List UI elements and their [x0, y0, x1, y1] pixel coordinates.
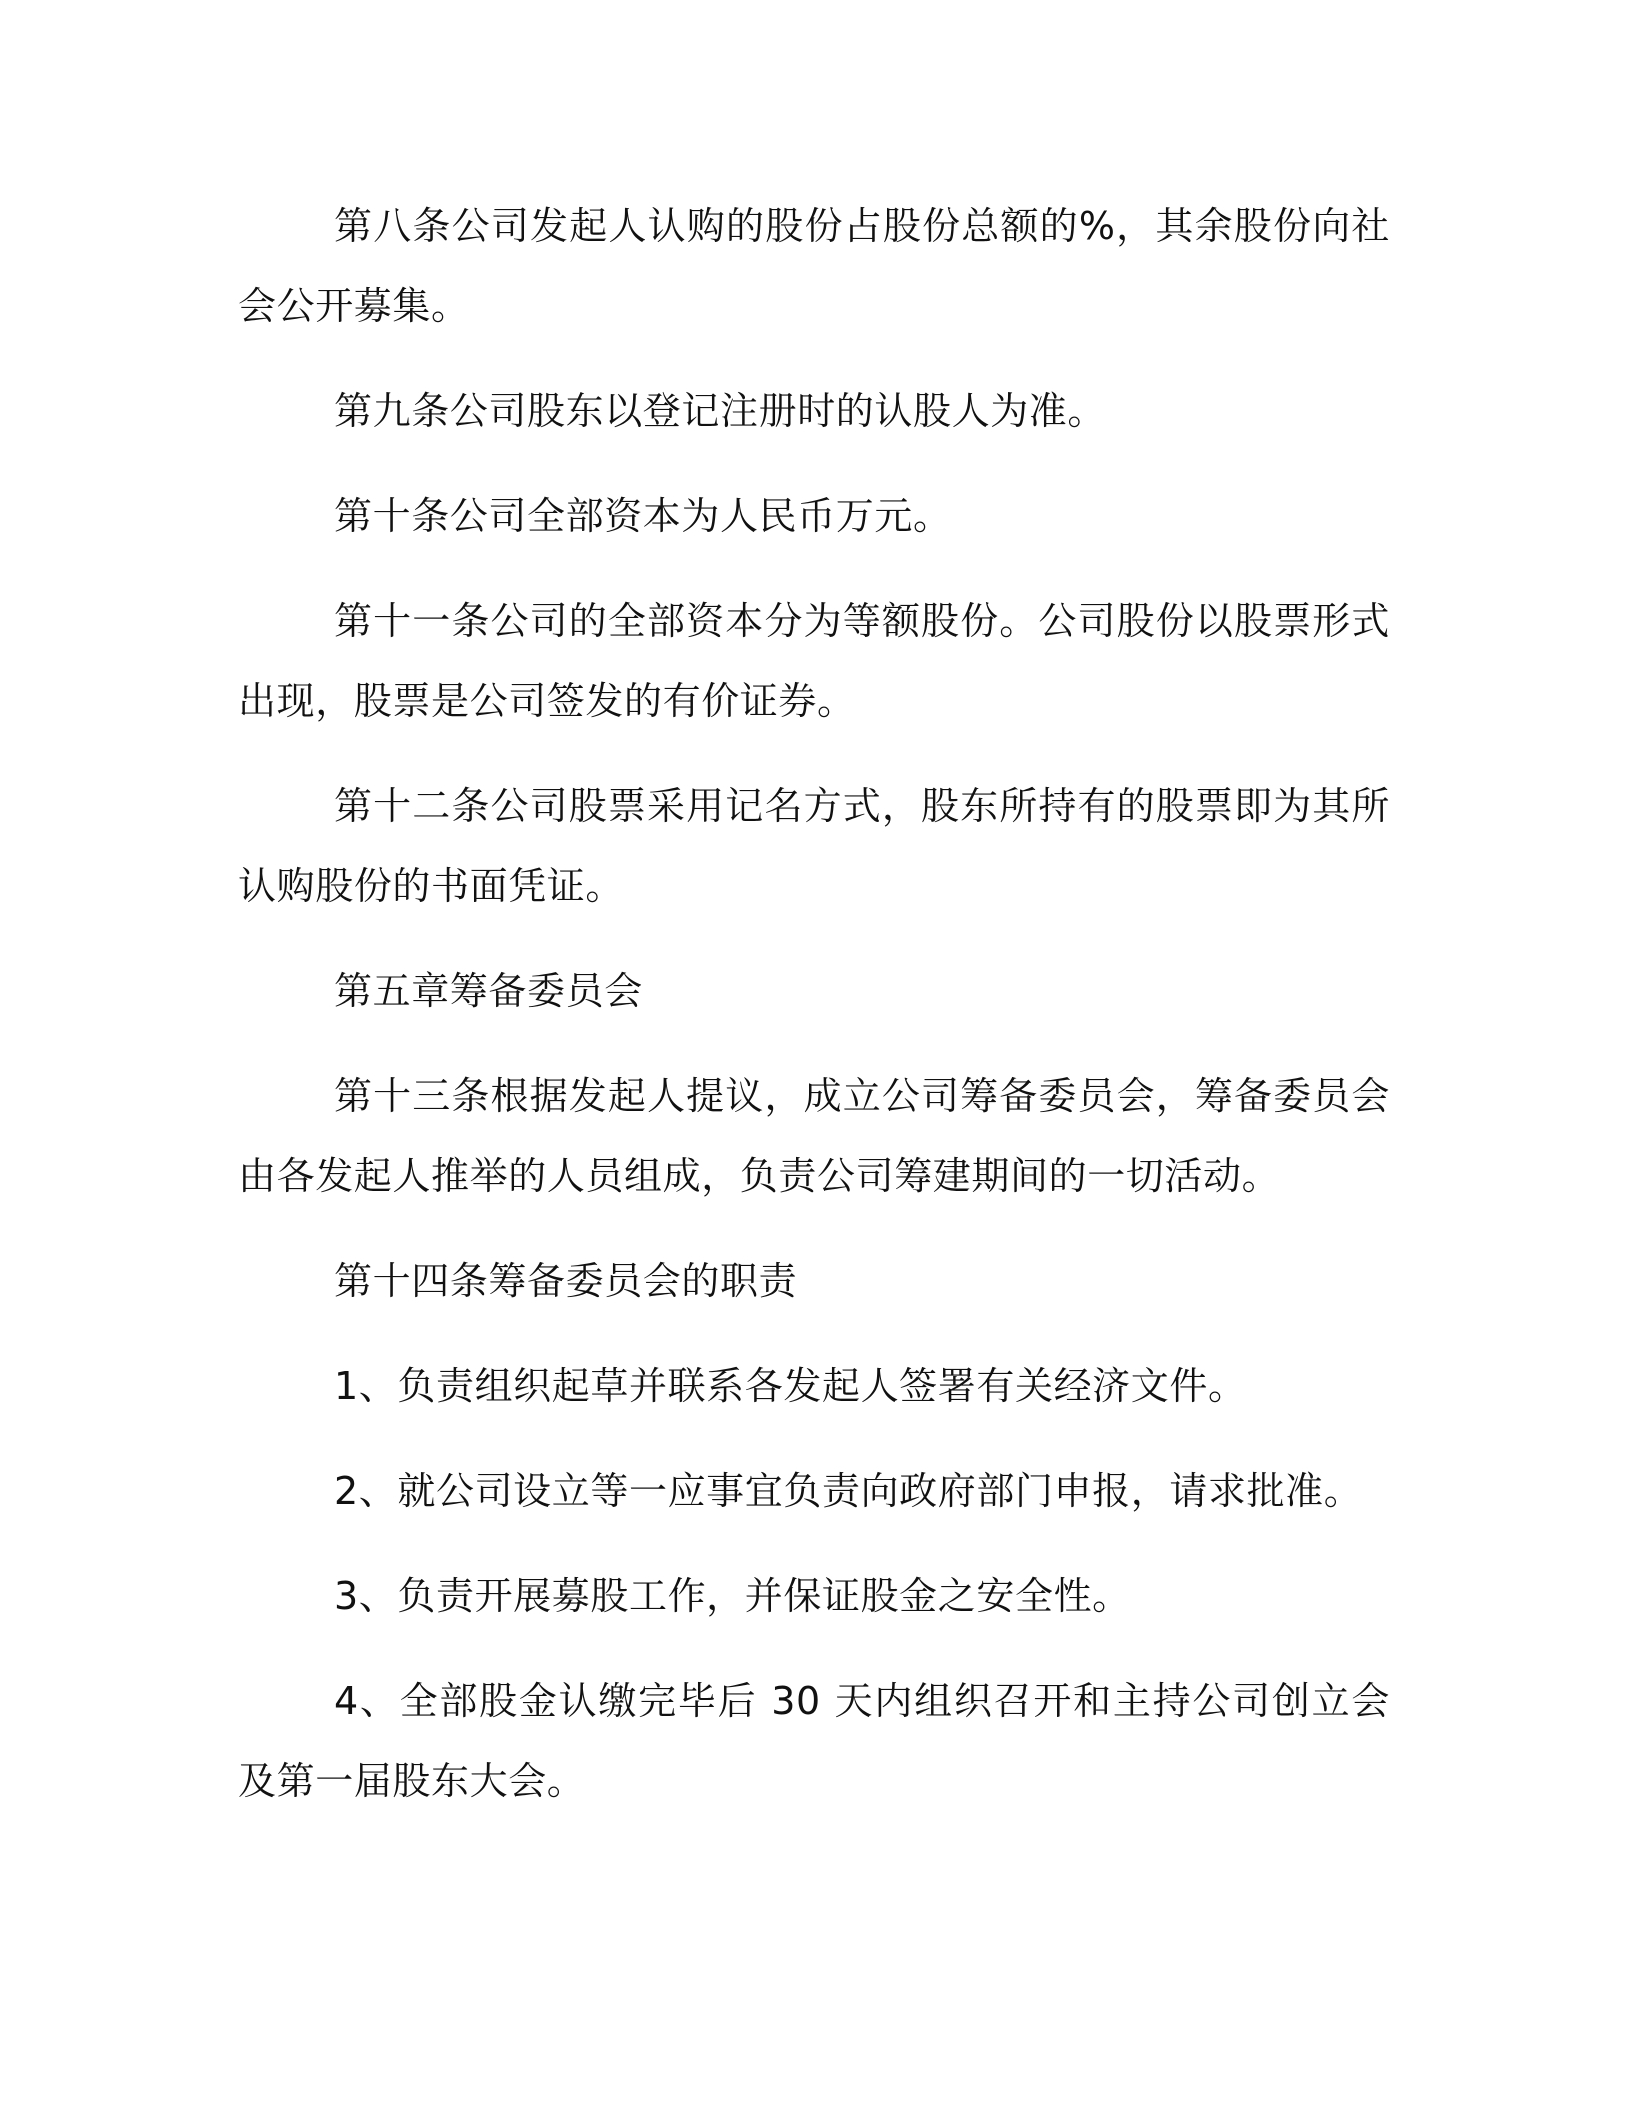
article-9-paragraph: 第九条公司股东以登记注册时的认股人为准。	[334, 389, 1107, 433]
article-14-heading: 第十四条筹备委员会的职责	[334, 1259, 798, 1303]
article-12-paragraph: 第十二条公司股票采用记名方式，股东所持有的股票即为其所认购股份的书面凭证。	[238, 784, 1390, 908]
article-8-paragraph: 第八条公司发起人认购的股份占股份总额的%，其余股份向社会公开募集。	[238, 204, 1390, 328]
duty-item-4: 4、全部股金认缴完毕后 30 天内组织召开和主持公司创立会及第一届股东大会。	[238, 1679, 1390, 1803]
article-11-paragraph: 第十一条公司的全部资本分为等额股份。公司股份以股票形式出现，股票是公司签发的有价证券。	[238, 599, 1390, 723]
document-body	[238, 186, 1390, 1846]
duty-item-1: 1、负责组织起草并联系各发起人签署有关经济文件。	[334, 1364, 1247, 1408]
article-13-paragraph: 第十三条根据发起人提议，成立公司筹备委员会，筹备委员会由各发起人推举的人员组成，负责公司筹建期间的一切活动。	[238, 1074, 1390, 1198]
duty-item-3: 3、负责开展募股工作，并保证股金之安全性。	[334, 1574, 1131, 1618]
duty-item-2: 2、就公司设立等一应事宜负责向政府部门申报，请求批准。	[334, 1469, 1363, 1513]
article-10-paragraph: 第十条公司全部资本为人民币万元。	[334, 494, 952, 538]
chapter-5-heading: 第五章筹备委员会	[334, 969, 643, 1013]
